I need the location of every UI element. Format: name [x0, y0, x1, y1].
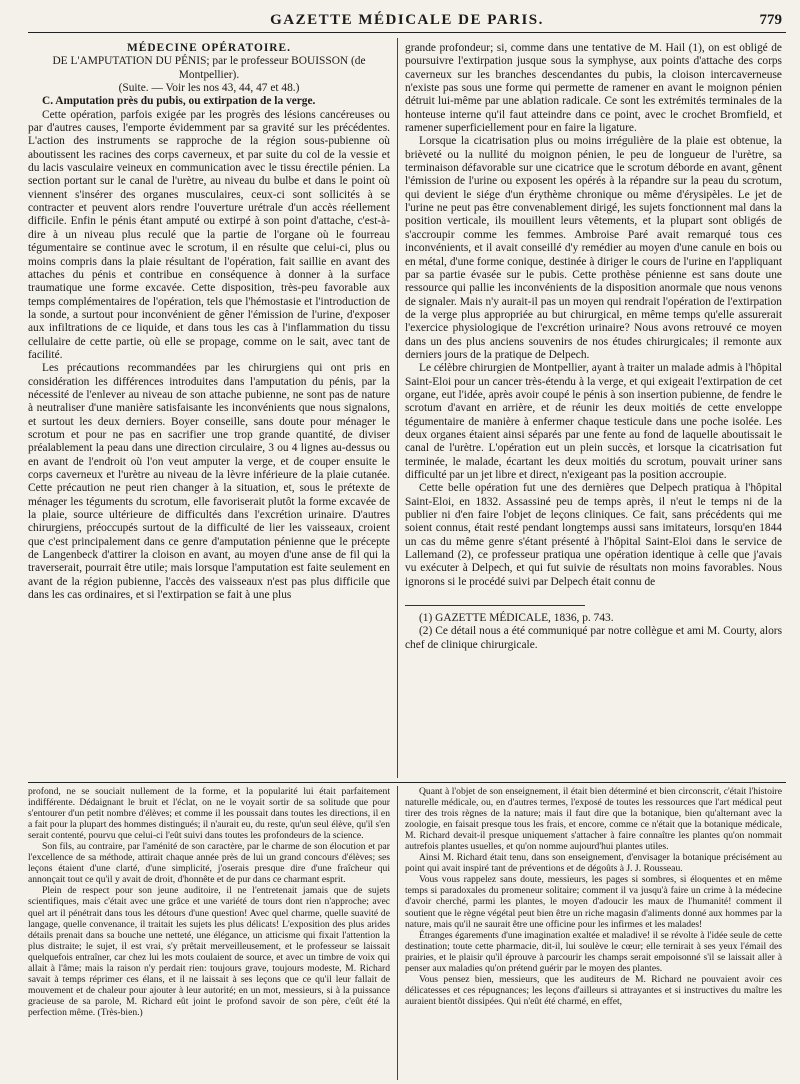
feuilleton-paragraph: Étranges égarements d'une imagination exaltée et maladive! il se révolte à l'idée seule de cette destination; toute cette pharmacie, dit-il, lui soulève le cœur; elle ternirait à ses yeux l'émail des prairies, et le plaisir qu'il éprouve à parcourir les champs serait empoisonné s'il se laissait aller à penser aux maladies qu'on prétend guérir par le moyen des plantes. [405, 929, 782, 974]
article-column-left [28, 42, 390, 602]
footnote-rule [405, 605, 585, 606]
footnote: (1) GAZETTE MÉDICALE, 1836, p. 743. [419, 612, 614, 625]
article-paragraph: grande profondeur; si, comme dans une tentative de M. Hail (1), on est obligé de poursuivre l'extirpation jusque sous la symphyse, aux points d'attache des corps caverneux sur les branches descendantes du pubis, la cloison intercaverneuse n'existe pas sous une forme qui permette de ramener en avant le moignon pénien détruit lui-même par une ablation radicale. Ce sont les extrémités terminales de la honteuse interne qu'il faut atteindre dans ce point, avec le crochet Bromfield, et ramener superficiellement pour en faire la ligature. [405, 42, 782, 135]
article-title: DE L'AMPUTATION DU PÉNIS; par le professeur BOUISSON (de Montpellier). [52, 55, 366, 81]
feuilleton-paragraph: profond, ne se souciait nullement de la forme, et la popularité lui était parfaitement indifférente. Dédaignant le bruit et l'éclat, on ne le voyait sortir de sa solitude que pour s'entourer d'un petit nombre d'élèves; et comme il les poussait dans toutes les directions, il en a fait pour la plupart des hommes distingués; il n'aurait eu, du reste, qu'un seul élève, qu'il s'en serait contenté, pourvu que celui-ci l'eût suivi dans toutes les profondeurs de la science. [28, 786, 390, 842]
article-paragraph: Les précautions recommandées par les chirurgiens qui ont pris en considération les différences introduites dans l'amputation du pénis, par la nécessité de l'enlever au niveau de son attache pubienne, ne sont pas de nature à neutraliser d'une manière satisfaisante les inconvénients que nous signalons, et surtout les deux derniers. Boyer conseille, sans doute pour ménager le scrotum et pour ne pas en sacrifier une trop grande quantité, de diviser préalablement la peau dans une direction circulaire, 3 ou 4 lignes au-dessus ou en avant de l'endroit où l'on veut amputer la verge, et de couper ensuite le corps caverneux et l'urètre au niveau de la lèvre inférieure de la plaie cutanée. Cette précaution ne peut rien changer à la situation, et, sous le prétexte de ménager les téguments du scrotum, elle favoriserait plutôt la forme excavée de la plaie, source ultérieure de difficultés dans l'excrétion urinaire. D'autres chirurgiens, préoccupés surtout de la difficulté de lier les vaisseaux, croient que c'est principalement dans ce genre d'amputation pénienne que le précepte de Langenbeck d'attirer la cloison en avant, au moyen d'une anse de fil qui la traverserait, pourrait être utile; mais lorsque l'amputation est faite seulement en avant de la région pubienne, l'accès des vaisseaux n'est pas plus difficile que dans les cas ordinaires, et si l'extirpation se fait à une plus [28, 362, 390, 602]
article-paragraph: Lorsque la cicatrisation plus ou moins irrégulière de la plaie est obtenue, la brièveté ou la nullité du moignon pénien, le peu de longueur de l'urètre, sa terminaison défavorable sur une cicatrice que le scrotum déborde en avant, gênent l'émission de l'urine ou exposent les opérés à la répandre sur la peau du scrotum, qui devient le siége d'un érythème chronique ou même d'érysipèles. Le jet de l'urine ne peut pas être convenablement dirigé, les sujets fonctionnent mal dans la position verticale, ils mouillent leurs vêtements, et la plupart sont obligés de s'accroupir comme les femmes. Ambroise Paré avait remarqué tous ces inconvénients, et il avait conseillé d'y remédier au moyen d'une canule en bois ou en métal, d'une forme conique, destinée à diriger le cours de l'urine en l'appliquant par sa partie évasée sur le pubis. Cette prothèse pénienne est sans doute une ressource qui pallie les inconvénients de la disposition anormale que nous venons de signaler. Mais n'y aurait-il pas un moyen qui rendrait l'opération de l'extirpation de la verge plus appropriée au but chirurgical, en même temps qu'elle assurerait l'exercice physiologique de l'excrétion urinaire? Nous avons retrouvé ce moyen dans un des plus anciens souvenirs de nos études chirurgicales; il remonte aux derniers jours de la pratique de Delpech. [405, 135, 782, 361]
feuilleton-paragraph: Vous pensez bien, messieurs, que les auditeurs de M. Richard ne pouvaient avoir ces délicatesses et ces répugnances; les leçons d'ailleurs si attrayantes et si instructives du maître les auraient bientôt dissipées. Qui n'eût été charmé, en effet, [405, 973, 782, 1007]
article-column-right [405, 42, 782, 652]
journal-title: GAZETTE MÉDICALE DE PARIS. [270, 12, 544, 28]
feuilleton-paragraph: Vous vous rappelez sans doute, messieurs, les pages si sombres, si éloquentes et en même temps si paradoxales du promeneur solitaire; comment il va jusqu'à faire un crime à la médecine d'avoir cherché, parmi les plantes, le moyen d'adoucir les maux de l'humanité! comment il soutient que le règne végétal peut bien être un riche magasin d'aliments donné aux hommes par la nature, mais qu'il ne saurait être une officine pour les infirmes et les malades! [405, 874, 782, 930]
feuilleton-column-left [28, 786, 390, 1018]
article-paragraph: Le célèbre chirurgien de Montpellier, ayant à traiter un malade admis à l'hôpital Saint-Eloi pour un cancer très-étendu à la verge, et qui exigeait l'extirpation de cet organe, eut l'idée, après avoir coupé le pénis à son insertion pubienne, de fendre le scrotum d'avant en arrière, et de réunir les deux moitiés de cette enveloppe tégumentaire de manière à enfermer chaque testicule dans une poche isolée. Les deux organes étaient ainsi séparés par une fente au fond de laquelle aboutissait le canal de l'urètre. L'opération eut un plein succès, et lorsque la cicatrisation fut terminée, le malade, écartant les deux moitiés du scrotum, pouvait uriner sans difficulté par un jet libre et direct, n'exigeant pas la position accroupie. [405, 362, 782, 481]
page-number: 779 [759, 12, 782, 28]
feuilleton-paragraph: Son fils, au contraire, par l'aménité de son caractère, par le charme de son élocution et par l'excellence de sa méthode, attirait chaque année près de lui un grand concours d'élèves; ses leçons étaient d'une clarté, d'une simplicité, j'oserais presque dire d'une fraîcheur qui annonçait tout ce qu'il y avait de droit, d'honnête et de pur dans ce charmant esprit. [28, 841, 390, 886]
feuilleton-divider [28, 782, 786, 783]
column-divider-lower [397, 786, 398, 1080]
footnote: (2) Ce détail nous a été communiqué par notre collègue et ami M. Courty, alors chef de clinique chirurgicale. [405, 625, 782, 651]
article-paragraph: Cette opération, parfois exigée par les progrès des lésions cancéreuses ou par d'autres causes, l'emporte évidemment par sa gravité sur les précédentes. L'action des instruments se rapproche de la région sous-pubienne où aboutissent les racines des corps caverneux, et par suite du col de la vessie et du lacis vasculaire veineux en communication avec le tissu érectile pénien. La section portant sur le canal de l'urètre, au niveau du bulbe et dans le point où viennent s'insérer des organes musculaires, ceux-ci sont sollicités à se contracter et peuvent alors rendre l'ouverture urétrale d'un accès réellement difficile. Enfin le pénis étant amputé ou extirpé à son point d'attache, c'est-à-dire à un niveau plus reculé que la partie de l'organe où le fourreau tégumentaire se continue avec le scrotum, il en résulte que celui-ci, plus ou moins compris dans la plaie résultant de l'opération, fait saillie en avant des attaches du pénis et contribue en conséquence à donner à la surface traumatique une forme excavée. Cette disposition, très-peu favorable aux temps complémentaires de l'opération, tels que l'hémostasie et l'introduction de la sonde, a surtout pour inconvénient de gêner l'émission de l'urine, d'exposer aux infiltrations de ce liquide, et dans tous les cas à l'inflammation du tissu cellulaire de cette partie, où elle se propage, comme on le sait, avec tant de facilité. [28, 108, 390, 361]
section-title: MÉDECINE OPÉRATOIRE. [127, 42, 291, 54]
feuilleton-paragraph: Ainsi M. Richard était tenu, dans son enseignement, d'envisager la botanique précisément au point qui avait inspiré tant de préventions et de dégoûts à J. J. Rousseau. [405, 852, 782, 875]
feuilleton-paragraph: Plein de respect pour son jeune auditoire, il ne l'entretenait jamais que de sujets scientifiques, mais c'était avec une grâce et une variété de tours dont rien n'approche; avec quel art il pénétrait dans tous les détours d'une question! Avec quel charme, quelle suavité de langage, quelle convenance, il traitait les sujets les plus délicats! L'exposition des plus arides détails prenait dans sa bouche une netteté, une élégance, un atticisme qui fixait l'attention la plus distraite; le sujet, il est vrai, s'y prêtait merveilleusement, et le professeur se laissait quelquefois entraîner, car chez lui les mots coulaient de source, et avec un timbre de voix qui allait à l'âme; mais la raison n'y perdait rien: toujours grave, toujours modeste, M. Richard savait à temps réprimer ces élans, et il ne laissait à ses leçons que ce qu'il leur fallait de mouvement et de chaleur pour ajouter à leur autorité; en un mot, messieurs, si à la puissance gracieuse de sa parole, M. Richard eût joint le profond savoir de son père, c'eût été la perfection même. (Très-bien.) [28, 885, 390, 1018]
feuilleton-paragraph: Quant à l'objet de son enseignement, il était bien déterminé et bien circonscrit, c'était l'histoire naturelle médicale, ou, en d'autres termes, l'exposé de toutes les ressources que l'art médical peut tirer des trois règnes de la nature; mais il faut dire que la botanique, bien qu'alternant avec la zoologie, en faisait presque tous les frais, et encore, comme ce n'était que la botanique médicale, M. Richard devait-il presque uniquement s'attacher à faire connaître les plantes qu'on nommait autrefois plantes usuelles, et qu'on nomme aujourd'hui plantes utiles. [405, 786, 782, 853]
page-header [28, 10, 786, 33]
article-subheading: C. Amputation près du pubis, ou extirpation de la verge. [42, 95, 316, 108]
continuation-note: (Suite. — Voir les nos 43, 44, 47 et 48.) [118, 82, 300, 95]
article-paragraph: Cette belle opération fut une des dernières que Delpech pratiqua à l'hôpital Saint-Eloi, en 1832. Assassiné peu de temps après, il n'eut le temps ni de la publier ni d'en faire l'objet de leçons cliniques. Ce fait, sans précédents qui me soient connus, était resté pendant longtemps aussi sans imitateurs, lorsqu'en 1844 un cas du même genre s'étant présenté à l'hôpital Saint-Eloi dans le service de Lallemand (2), ce professeur pratiqua une opération identique à celle que j'avais vu exécuter à Delpech, et qui fut suivie de résultats non moins favorables. Nous ignorons si le procédé suivi par Delpech était connu de [405, 482, 782, 588]
column-divider-upper [397, 38, 398, 778]
feuilleton-column-right [405, 786, 782, 1007]
